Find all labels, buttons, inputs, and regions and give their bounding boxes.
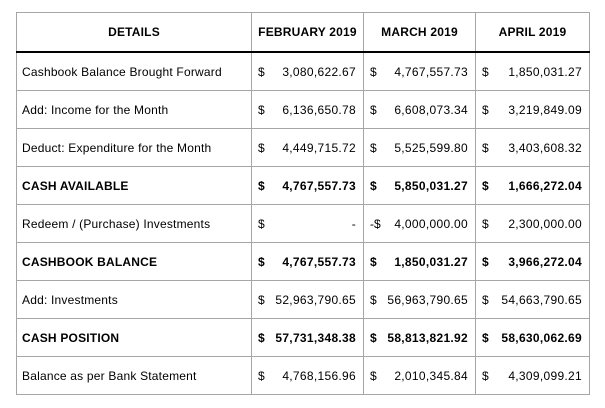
- amount-cell: [252, 167, 364, 205]
- amount-cell: [252, 281, 364, 319]
- amount-cell: [252, 243, 364, 281]
- amount-cell: [476, 52, 590, 91]
- amount-value: 4,449,715.72: [282, 140, 356, 155]
- row-label: Deduct: Expenditure for the Month: [17, 129, 252, 167]
- currency-symbol: $: [370, 330, 377, 345]
- amount-value: 5,850,031.27: [394, 178, 468, 193]
- table-row: [17, 319, 590, 357]
- currency-symbol: $: [370, 368, 377, 383]
- currency-symbol: $: [370, 292, 377, 307]
- amount-value: 4,000,000.00: [394, 216, 468, 231]
- table-row: [17, 205, 590, 243]
- row-label: CASH POSITION: [17, 319, 252, 357]
- row-label: Redeem / (Purchase) Investments: [17, 205, 252, 243]
- amount-value: 57,731,348.38: [275, 330, 356, 345]
- amount-value: 3,219,849.09: [508, 102, 582, 117]
- currency-symbol: $: [258, 216, 265, 231]
- amount-value: 56,963,790.65: [387, 292, 468, 307]
- amount-cell: [364, 319, 476, 357]
- amount-cell: [476, 281, 590, 319]
- amount-cell: [252, 319, 364, 357]
- currency-symbol: $: [482, 178, 489, 193]
- amount-value: 3,966,272.04: [508, 254, 582, 269]
- amount-value: 6,136,650.78: [282, 102, 356, 117]
- currency-symbol: $: [258, 292, 265, 307]
- amount-cell: [252, 52, 364, 91]
- table-row: [17, 129, 590, 167]
- amount-value: 58,813,821.92: [387, 330, 468, 345]
- header-march-2019: MARCH 2019: [364, 13, 476, 53]
- table-row: [17, 167, 590, 205]
- currency-symbol: $: [482, 64, 489, 79]
- amount-value: 2,010,345.84: [394, 368, 468, 383]
- amount-cell: [252, 91, 364, 129]
- amount-cell: [364, 167, 476, 205]
- amount-value: 3,403,608.32: [508, 140, 582, 155]
- amount-cell: [364, 129, 476, 167]
- header-row: [17, 13, 590, 53]
- amount-cell: [364, 357, 476, 395]
- header-april-2019: APRIL 2019: [476, 13, 590, 53]
- amount-cell: [252, 129, 364, 167]
- row-label: CASH AVAILABLE: [17, 167, 252, 205]
- header-february-2019: FEBRUARY 2019: [252, 13, 364, 53]
- table-row: [17, 357, 590, 395]
- amount-value: 4,767,557.73: [282, 254, 356, 269]
- amount-value: 3,080,622.67: [282, 64, 356, 79]
- amount-cell: [364, 205, 476, 243]
- amount-cell: [476, 243, 590, 281]
- currency-symbol: $: [258, 64, 265, 79]
- currency-symbol: $: [370, 102, 377, 117]
- currency-symbol: $: [482, 330, 489, 345]
- amount-cell: [364, 91, 476, 129]
- amount-value: 4,768,156.96: [282, 368, 356, 383]
- currency-symbol: $: [258, 102, 265, 117]
- table-body: [17, 52, 590, 395]
- currency-symbol: $: [258, 254, 265, 269]
- amount-cell: [252, 205, 364, 243]
- amount-value: 54,663,790.65: [501, 292, 582, 307]
- row-label: Add: Investments: [17, 281, 252, 319]
- currency-symbol: $: [258, 140, 265, 155]
- currency-symbol: $: [482, 102, 489, 117]
- amount-value: 4,309,099.21: [508, 368, 582, 383]
- amount-value: 5,525,599.80: [394, 140, 468, 155]
- table-row: [17, 281, 590, 319]
- amount-value: 4,767,557.73: [282, 178, 356, 193]
- currency-symbol: $: [258, 330, 265, 345]
- amount-cell: [476, 205, 590, 243]
- currency-symbol: $: [258, 368, 265, 383]
- currency-symbol: $: [370, 178, 377, 193]
- currency-symbol: $: [482, 254, 489, 269]
- currency-symbol: $: [482, 292, 489, 307]
- amount-cell: [476, 129, 590, 167]
- amount-value: 2,300,000.00: [508, 216, 582, 231]
- currency-symbol: $: [370, 254, 377, 269]
- amount-cell: [476, 319, 590, 357]
- amount-cell: [364, 243, 476, 281]
- amount-value: 52,963,790.65: [275, 292, 356, 307]
- row-label: Add: Income for the Month: [17, 91, 252, 129]
- amount-value: 4,767,557.73: [394, 64, 468, 79]
- amount-value: 1,666,272.04: [508, 178, 582, 193]
- amount-value: 58,630,062.69: [501, 330, 582, 345]
- currency-symbol: -$: [370, 216, 381, 231]
- table-row: [17, 243, 590, 281]
- amount-cell: [476, 357, 590, 395]
- header-details: DETAILS: [17, 13, 252, 53]
- amount-value: 6,608,073.34: [394, 102, 468, 117]
- amount-value: -: [351, 216, 356, 231]
- amount-cell: [252, 357, 364, 395]
- currency-symbol: $: [482, 140, 489, 155]
- amount-cell: [476, 91, 590, 129]
- table-row: [17, 52, 590, 91]
- currency-symbol: $: [370, 64, 377, 79]
- currency-symbol: $: [258, 178, 265, 193]
- amount-cell: [364, 281, 476, 319]
- currency-symbol: $: [482, 368, 489, 383]
- currency-symbol: $: [482, 216, 489, 231]
- row-label: Cashbook Balance Brought Forward: [17, 52, 252, 91]
- amount-cell: [476, 167, 590, 205]
- row-label: CASHBOOK BALANCE: [17, 243, 252, 281]
- currency-symbol: $: [370, 140, 377, 155]
- cash-position-table: [16, 12, 590, 395]
- row-label: Balance as per Bank Statement: [17, 357, 252, 395]
- amount-value: 1,850,031.27: [508, 64, 582, 79]
- amount-value: 1,850,031.27: [394, 254, 468, 269]
- table-row: [17, 91, 590, 129]
- amount-cell: [364, 52, 476, 91]
